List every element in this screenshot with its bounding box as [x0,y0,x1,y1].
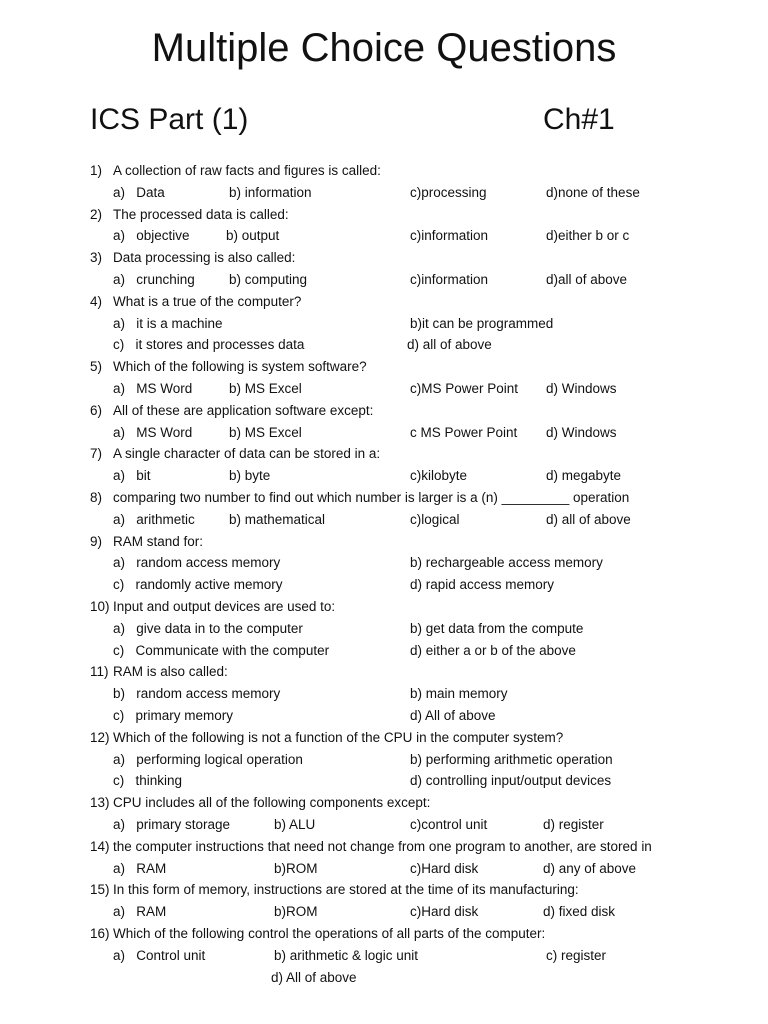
question-row [0,837,768,857]
answer-option: d) all of above [546,511,631,527]
answer-option: a) bit [113,468,151,484]
question-number: 13) [90,795,110,811]
answer-option: d) either a or b of the above [410,642,576,658]
answer-option: c MS Power Point [410,424,518,440]
options-row [0,423,768,443]
answer-option: d) All of above [410,708,496,723]
options-row [0,553,768,573]
options-row [0,902,768,922]
answer-option: a) primary storage [113,817,231,832]
question-text: The processed data is called: [113,206,289,222]
options-row [0,379,768,399]
answer-option: b) get data from the compute [410,620,584,636]
answer-option: c) Communicate with the computer [113,642,330,658]
answer-option: a) RAM [113,904,167,920]
question-row [0,924,768,944]
answer-option: c) primary memory [113,708,234,723]
answer-option: c)Hard disk [410,904,479,920]
answer-option: a) performing logical operation [113,751,303,767]
answer-option: b) rechargeable access memory [410,555,603,571]
options-row [0,684,768,704]
options-row [0,270,768,290]
question-row [0,401,768,421]
question-row [0,292,768,312]
question-number: 3) [90,250,103,266]
options-row [0,575,768,595]
question-number: 14) [90,838,110,854]
options-row [0,510,768,530]
answer-option: d) Windows [546,381,617,396]
question-number: 7) [90,446,103,462]
question-text: What is a true of the computer? [113,293,302,309]
options-row [0,466,768,486]
answer-option: d) fixed disk [543,904,616,920]
answer-option: c) thinking [113,773,183,789]
question-text: RAM is also called: [113,664,228,680]
question-text: RAM stand for: [113,533,204,549]
answer-option: b) main memory [410,686,508,702]
answer-option: c)control unit [410,817,488,832]
options-row [0,859,768,879]
options-row [0,641,768,661]
answer-option: b) ALU [274,817,316,832]
question-row [0,248,768,268]
answer-option: d)all of above [546,272,628,287]
options-row [0,619,768,639]
question-number: 5) [90,359,103,375]
question-row [0,532,768,552]
answer-option: b) performing arithmetic operation [410,751,613,767]
question-number: 6) [90,402,103,418]
options-row [0,706,768,726]
question-number: 15) [90,882,110,898]
answer-option: b) byte [229,468,271,484]
answer-option: d) rapid access memory [410,577,555,593]
question-text: Which of the following is not a function of the CPU in the computer system? [113,729,564,745]
options-row [0,968,768,988]
question-text: A collection of raw facts and figures is called: [113,163,381,178]
question-row [0,880,768,900]
question-row [0,793,768,813]
answer-option: c)logical [410,511,460,527]
chapter-heading: Ch#1 [543,103,615,136]
course-heading: ICS Part (1) [90,103,249,136]
answer-option: b) output [226,228,280,244]
question-number: 8) [90,490,103,505]
answer-option: c)MS Power Point [410,381,519,396]
answer-option: d)none of these [546,184,640,200]
answer-option: b) mathematical [229,511,326,527]
answer-option: a) it is a machine [113,315,223,331]
question-text: In this form of memory, instructions are stored at the time of its manufacturing: [113,882,579,898]
question-row [0,662,768,682]
answer-option: a) give data in to the computer [113,620,303,636]
question-row [0,161,768,181]
answer-option: c) register [546,947,607,963]
question-row [0,488,768,508]
answer-option: d) All of above [271,969,357,985]
question-number: 12) [90,729,110,745]
answer-option: d) controlling input/output devices [410,773,612,789]
question-text: CPU includes all of the following components except: [113,795,431,811]
answer-option: d) register [543,817,604,832]
options-row [0,314,768,334]
answer-option: a) MS Word [113,381,193,396]
question-text: Input and output devices are used to: [113,599,336,614]
question-text: A single character of data can be stored in a: [113,446,381,462]
answer-option: c)information [410,272,489,287]
answer-option: b) information [229,184,312,200]
answer-option: b) MS Excel [229,381,302,396]
answer-option: b) random access memory [113,686,281,702]
answer-option: a) arithmetic [113,511,195,527]
answer-option: a) Control unit [113,947,206,963]
answer-option: c)Hard disk [410,860,479,876]
question-number: 10) [90,599,110,614]
answer-option: b)it can be programmed [410,315,554,331]
answer-option: a) Data [113,184,165,200]
answer-option: c)information [410,228,489,244]
options-row [0,771,768,791]
answer-option: c) randomly active memory [113,577,283,593]
question-number: 1) [90,163,103,178]
question-number: 4) [90,293,103,309]
answer-option: a) MS Word [113,424,193,440]
answer-option: b)ROM [274,860,318,876]
question-number: 2) [90,206,103,222]
options-row [0,183,768,203]
question-text: All of these are application software except: [113,402,374,418]
answer-option: a) crunching [113,272,195,287]
answer-option: b) computing [229,272,308,287]
question-row [0,357,768,377]
answer-option: b) MS Excel [229,424,302,440]
answer-option: a) random access memory [113,555,281,571]
options-row [0,750,768,770]
question-number: 11) [90,664,109,680]
question-row [0,205,768,225]
answer-option: d) megabyte [546,468,622,484]
answer-option: a) RAM [113,860,167,876]
question-text: comparing two number to find out which number is larger is a (n) _________ operation [113,490,630,505]
page-title: Multiple Choice Questions [151,26,617,70]
answer-option: c)kilobyte [410,468,468,484]
question-text: Which of the following control the operations of all parts of the computer: [113,926,546,941]
answer-option: d) all of above [407,337,492,353]
answer-option: b)ROM [274,904,318,920]
question-number: 9) [90,533,103,549]
answer-option: c) it stores and processes data [113,337,305,353]
answer-option: d)either b or c [546,228,630,244]
question-row [0,728,768,748]
options-row [0,946,768,966]
options-row [0,226,768,246]
options-row [0,335,768,355]
question-number: 16) [90,926,110,941]
question-row [0,597,768,617]
question-text: Data processing is also called: [113,250,296,266]
answer-option: c)processing [410,184,487,200]
question-text: Which of the following is system software? [113,359,367,375]
answer-option: b) arithmetic & logic unit [274,947,419,963]
answer-option: d) any of above [543,860,637,876]
answer-option: a) objective [113,228,190,244]
answer-option: d) Windows [546,424,617,440]
question-row [0,444,768,464]
question-text: the computer instructions that need not change from one program to another, are stored in [113,838,652,854]
options-row [0,815,768,835]
